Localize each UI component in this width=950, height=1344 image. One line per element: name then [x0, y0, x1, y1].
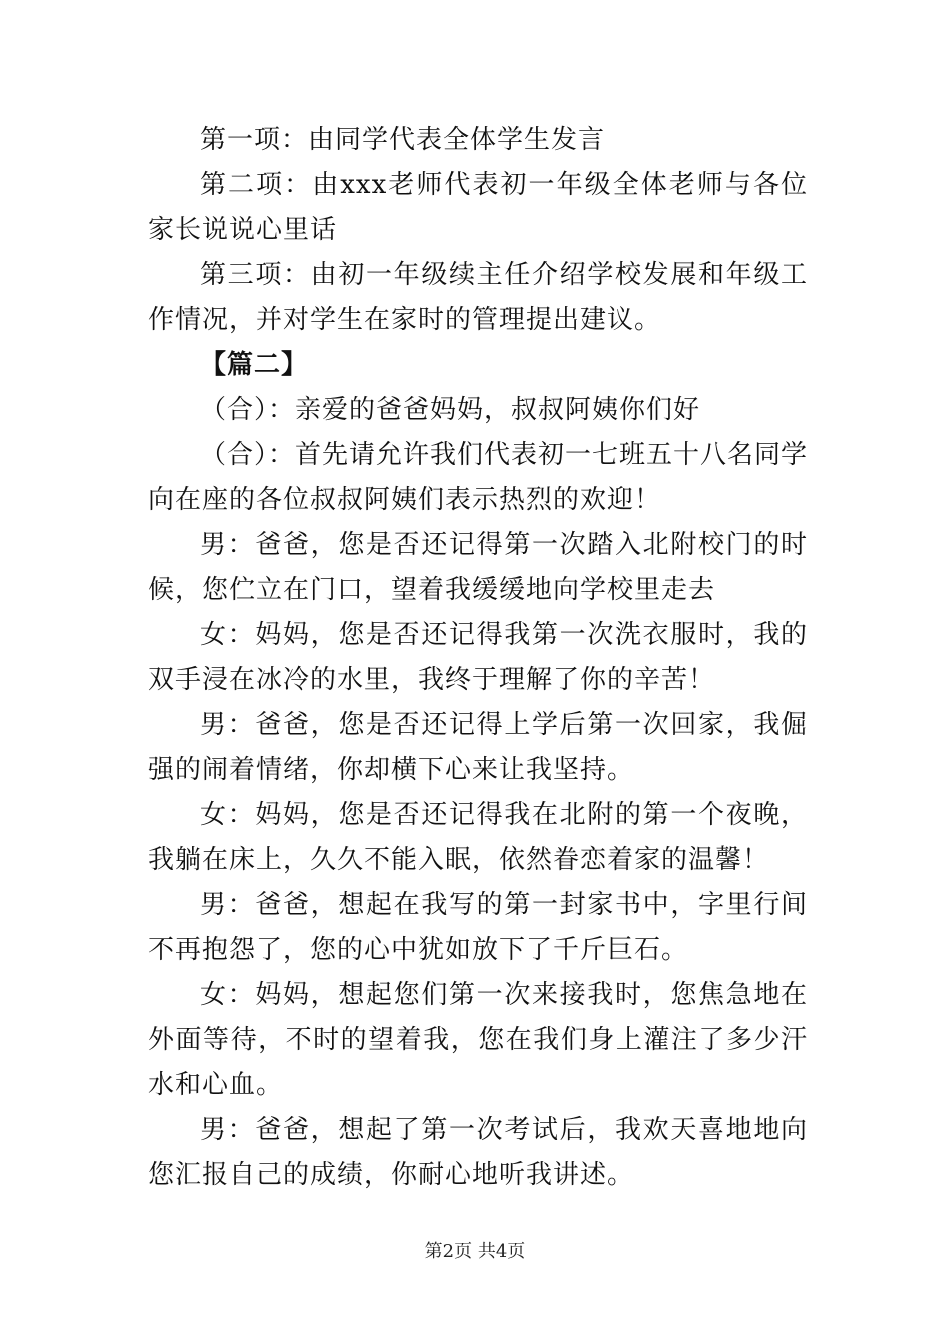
paragraph-item-11: 男：爸爸，想起在我写的第一封家书中，字里行间不再抱怨了，您的心中犹如放下了千斤巨石。: [148, 890, 808, 965]
paragraph-item-9: 男：爸爸，您是否还记得上学后第一次回家，我倔强的闹着情绪，你却横下心来让我坚持。: [148, 710, 808, 785]
paragraph-item-7: 男：爸爸，您是否还记得第一次踏入北附校门的时候，您伫立在门口，望着我缓缓地向学校里走去: [148, 530, 808, 605]
paragraph-item-5: （合）：亲爱的爸爸妈妈，叔叔阿姨你们好: [200, 395, 701, 425]
paragraph-item-3: 第三项：由初一年级续主任介绍学校发展和年级工作情况，并对学生在家时的管理提出建议。: [148, 260, 808, 335]
paragraph-item-13: 男：爸爸，想起了第一次考试后，我欢天喜地地向您汇报自己的成绩，你耐心地听我讲述。: [148, 1115, 808, 1190]
section-heading: 【篇二】: [200, 350, 309, 380]
paragraph-item-8: 女：妈妈，您是否还记得我第一次洗衣服时，我的双手浸在冰冷的水里，我终于理解了你的辛苦！: [148, 620, 808, 695]
paragraph-item-12: 女：妈妈，想起您们第一次来接我时，您焦急地在外面等待，不时的望着我，您在我们身上灌注了多少汗水和心血。: [148, 980, 808, 1100]
paragraph-item-10: 女：妈妈，您是否还记得我在北附的第一个夜晚，我躺在床上，久久不能入眠，依然眷恋着家的温馨！: [148, 800, 808, 875]
document-body: [148, 118, 808, 1198]
page-footer: 第2页 共4页: [424, 1241, 526, 1262]
paragraph-item-1: 第一项：由同学代表全体学生发言: [200, 125, 606, 155]
paragraph-item-2: 第二项：由xxx老师代表初一年级全体老师与各位家长说说心里话: [148, 170, 808, 245]
paragraph-item-6: （合）：首先请允许我们代表初一七班五十八名同学向在座的各位叔叔阿姨们表示热烈的欢迎！: [148, 440, 809, 515]
